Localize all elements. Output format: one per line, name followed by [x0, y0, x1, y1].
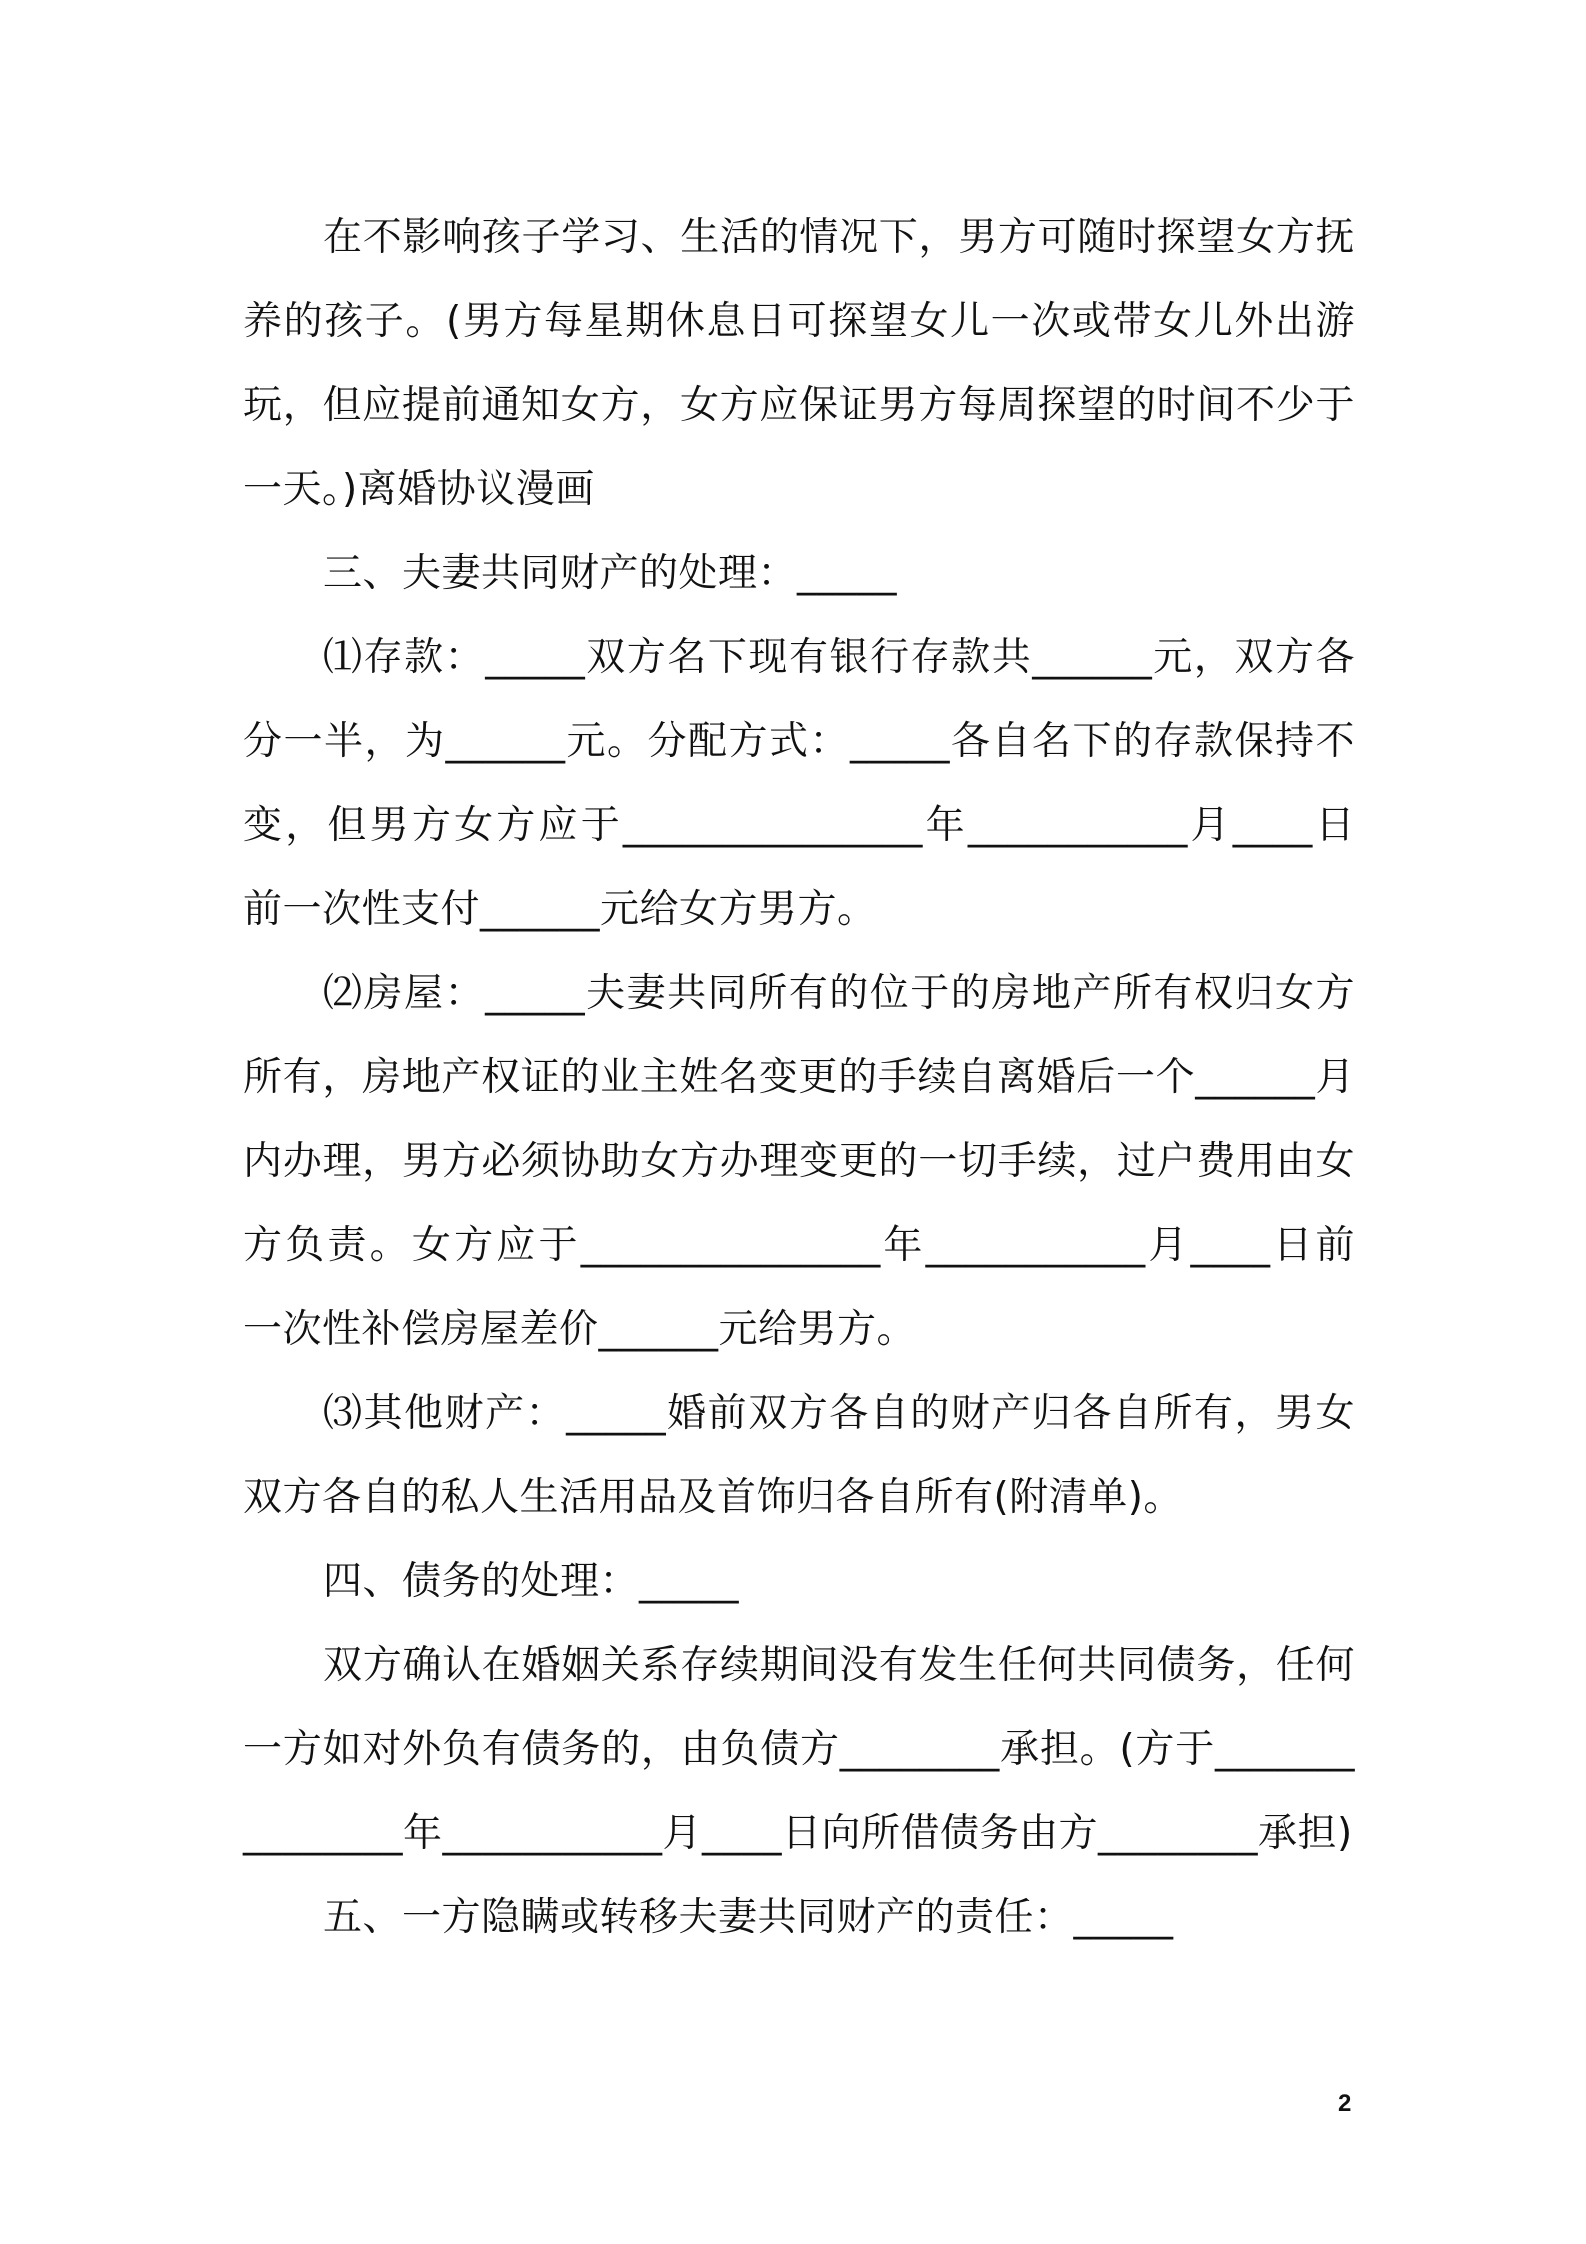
heading-joint-property: 三、夫妻共同财产的处理：_____	[323, 551, 898, 596]
paragraph-deposits: ⑴存款：_____双方名下现有银行存款共______元，双方各分一半，为______元。分配方式：_____各自名下的存款保持不变，但男方女方应于_______________年___________月____日前一次性支付______元给女方男方。	[243, 635, 1355, 932]
page-number: 2	[1338, 2090, 1352, 2117]
heading-concealment-liability: 五、一方隐瞒或转移夫妻共同财产的责任：_____	[323, 1895, 1174, 1940]
document-body	[243, 196, 1355, 1960]
paragraph-visitation: 在不影响孩子学习、生活的情况下，男方可随时探望女方抚养的孩子。(男方每星期休息日可探望女儿一次或带女儿外出游玩，但应提前通知女方，女方应保证男方每周探望的时间不少于一天。)离婚协议漫画	[243, 215, 1355, 512]
paragraph-house: ⑵房屋：_____夫妻共同所有的位于的房地产所有权归女方所有，房地产权证的业主姓名变更的手续自离婚后一个______月内办理，男方必须协助女方办理变更的一切手续，过户费用由女方负责。女方应于_______________年___________月____日前一次性补偿房屋差价______元给男方。	[243, 971, 1355, 1352]
heading-debts: 四、债务的处理：_____	[323, 1559, 740, 1604]
paragraph-other-property: ⑶其他财产：_____婚前双方各自的财产归各自所有，男女双方各自的私人生活用品及首饰归各自所有(附清单)。	[243, 1391, 1355, 1520]
paragraph-debts: 双方确认在婚姻关系存续期间没有发生任何共同债务，任何一方如对外负有债务的，由负债方________承担。(方于_______________年___________月____日向所借债务由方________承担)	[243, 1643, 1355, 1856]
